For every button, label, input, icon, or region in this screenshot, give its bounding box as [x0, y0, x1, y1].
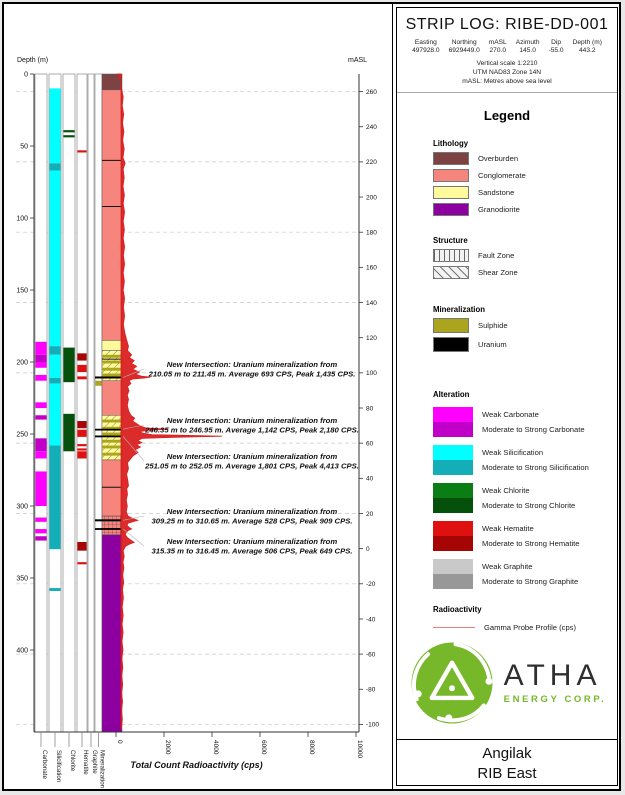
- legend-item-label: Weak Graphite: [482, 562, 533, 571]
- collar-field-label: Azimuth: [515, 39, 540, 46]
- legend-item-label: Fault Zone: [478, 251, 515, 260]
- granodiorite-swatch: [433, 203, 469, 216]
- masl-tick-label: 160: [366, 264, 377, 272]
- uranium-interval: [95, 436, 122, 438]
- cps-tick-label: 6000: [260, 740, 268, 755]
- collar-field: [573, 39, 602, 54]
- intersection-annotations: [123, 360, 359, 556]
- track-label-silicification: Silicification: [55, 750, 63, 783]
- legend-alteration-pair: [433, 559, 617, 589]
- strip-log-page: [2, 2, 621, 791]
- legend-item: [433, 337, 617, 352]
- brand-subtitle: ENERGY CORP.: [503, 694, 607, 705]
- alteration-tracks: [35, 74, 102, 732]
- legend-item: [433, 152, 617, 165]
- collar-field-value: -55.0: [548, 47, 564, 54]
- legend-item: [433, 203, 617, 216]
- legend-item-label: Weak Hematite: [482, 524, 534, 533]
- sulphide-swatch: [433, 318, 469, 333]
- track-label-chlorite: Chlorite: [69, 750, 77, 772]
- lith-granodiorite: [102, 535, 122, 732]
- cps-tick-label: 2000: [164, 740, 172, 755]
- legend-item-label: Weak Chlorite: [482, 486, 530, 495]
- masl-tick-label: 20: [366, 510, 374, 518]
- masl-tick-label: 180: [366, 229, 377, 237]
- depth-tick-label: 50: [20, 143, 28, 151]
- project-footer: [397, 739, 617, 785]
- masl-tick-label: -100: [366, 721, 380, 729]
- collar-field: [412, 39, 440, 54]
- legend-section-title: Alteration: [433, 390, 470, 399]
- depth-tick-label: 100: [16, 215, 28, 223]
- depth-tick-label: 250: [16, 431, 28, 439]
- header-note: UTM NAD83 Zone 14N: [472, 69, 542, 76]
- masl-tick-label: 260: [366, 88, 377, 96]
- legend-item-label: Uranium: [478, 340, 507, 349]
- legend-item-label: Sulphide: [478, 321, 508, 330]
- atha-logo-icon: [408, 639, 496, 727]
- legend-item: [433, 169, 617, 182]
- brand-text: [504, 661, 607, 705]
- collar-field-label: Northing: [451, 39, 477, 46]
- uranium-interval: [95, 519, 122, 521]
- diagonal-hatch-swatch: [433, 266, 469, 279]
- masl-tick-label: 220: [366, 159, 377, 167]
- collar-info-table: [397, 39, 617, 54]
- legend-item: [433, 186, 617, 199]
- legend-section-title: Radioactivity: [433, 605, 482, 614]
- track-graphite: [88, 74, 94, 732]
- legend-item-label: Moderate to Strong Carbonate: [482, 425, 585, 434]
- masl-tick-label: -20: [366, 581, 376, 589]
- legend-section: [433, 236, 617, 279]
- track-label-carbonate: Carbonate: [41, 750, 49, 779]
- legend-section: [433, 305, 617, 352]
- depth-tick-label: 0: [24, 71, 28, 79]
- legend-title: Legend: [483, 108, 531, 123]
- cps-axis-label: Total Count Radioactivity (cps): [130, 760, 263, 770]
- legend-item-label: Moderate to Strong Chlorite: [482, 501, 576, 510]
- masl-tick-label: 200: [366, 194, 377, 202]
- masl-tick-label: 60: [366, 440, 374, 448]
- silicification_weak-swatch: [433, 445, 473, 475]
- conglomerate-swatch: [433, 169, 469, 182]
- masl-tick-label: 100: [366, 370, 377, 378]
- collar-field: [549, 39, 564, 54]
- info-panel-frame: [396, 7, 618, 786]
- collar-field-value: 6929449.0: [448, 47, 480, 54]
- collar-field: [489, 39, 507, 54]
- annotation-text: New Intersection: Uranium mineralization from 309.25 m to 310.65 m. Average 528 CPS, Peak 909 CPS.: [151, 507, 353, 526]
- legend-section: [433, 390, 617, 589]
- legend-section: [433, 139, 617, 216]
- cps-tick-label: 10000: [356, 740, 364, 759]
- collar-field-value: 443.2: [578, 47, 596, 54]
- collar-field-value: 270.0: [489, 47, 506, 54]
- masl-tick-label: 240: [366, 124, 377, 132]
- masl-tick-label: -60: [366, 651, 376, 659]
- collar-field: [449, 39, 480, 54]
- legend-item-label: Moderate to Strong Hematite: [482, 539, 580, 548]
- collar-field-label: Dip: [551, 39, 562, 46]
- masl-tick-label: 120: [366, 334, 377, 342]
- legend-item-label: Weak Carbonate: [482, 410, 539, 419]
- annotation-text: New Intersection: Uranium mineralization from 315.35 m to 316.45 m. Average 506 CPS, Peak 649 CPS.: [151, 537, 353, 556]
- gamma-profile: [117, 74, 221, 729]
- vertical-hatch-swatch: [433, 249, 469, 262]
- depth-tick-label: 300: [16, 503, 28, 511]
- collar-field-label: Depth (m): [572, 39, 602, 46]
- page-title: STRIP LOG: RIBE-DD-001: [405, 16, 609, 33]
- cps-tick-label: 0: [116, 740, 124, 744]
- track-mineralization: [95, 74, 102, 732]
- legend-item-label: Granodiorite: [478, 205, 520, 214]
- cps-tick-label: 8000: [308, 740, 316, 755]
- legend-item-label: Gamma Probe Profile (cps): [484, 623, 576, 632]
- legend-alteration-pair: [433, 407, 617, 437]
- legend-item-label: Overburden: [478, 154, 519, 163]
- track-label-mineralization: Mineralization: [98, 750, 106, 789]
- masl-tick-label: 0: [366, 545, 370, 553]
- depth-axis-label: Depth (m): [17, 57, 49, 64]
- annotation-text: New Intersection: Uranium mineralization from 251.05 m to 252.05 m. Average 1,801 CPS, Peak 4,413 CPS.: [145, 452, 359, 471]
- brand-name: ATHA: [503, 659, 602, 692]
- carbonate_weak-swatch: [433, 407, 473, 437]
- legend-section-title: Lithology: [433, 139, 469, 148]
- graphite_weak-swatch: [433, 559, 473, 589]
- legend: [397, 139, 617, 632]
- depth-tick-label: 150: [16, 287, 28, 295]
- legend-item-label: Conglomerate: [478, 171, 526, 180]
- masl-tick-label: 40: [366, 475, 374, 483]
- header: [397, 8, 617, 93]
- cps-tick-label: 4000: [212, 740, 220, 755]
- annotation-text: New Intersection: Uranium mineralization from 210.05 m to 211.45 m. Average 693 CPS, Peak 1,435 CPS.: [148, 360, 356, 379]
- header-note: mASL: Metres above sea level: [462, 78, 552, 85]
- lith-conglomerate: [102, 460, 122, 516]
- project-name: Angilak: [482, 745, 532, 762]
- fault-zone: [102, 516, 122, 535]
- uranium-interval: [95, 429, 122, 431]
- uranium-interval: [95, 528, 122, 530]
- masl-tick-label: 80: [366, 405, 374, 413]
- chlorite_weak-swatch: [433, 483, 473, 513]
- depth-tick-label: 350: [16, 575, 28, 583]
- legend-item: [433, 318, 617, 333]
- legend-item-label: Shear Zone: [478, 268, 518, 277]
- track-label-graphite: Graphite: [91, 750, 99, 774]
- company-logo: [397, 633, 617, 733]
- collar-field-value: 145.0: [519, 47, 536, 54]
- masl-tick-label: -80: [366, 686, 376, 694]
- info-panel: [392, 4, 621, 789]
- lith-conglomerate: [102, 381, 122, 416]
- legend-section: [433, 605, 617, 632]
- area-name: RIB East: [477, 765, 537, 782]
- track-hematite: [77, 74, 87, 732]
- strip-log-chart: [4, 4, 392, 793]
- collar-field: [516, 39, 540, 54]
- masl-tick-label: 140: [366, 299, 377, 307]
- legend-item: [433, 249, 617, 262]
- legend-item-label: Moderate to Strong Silicification: [482, 463, 589, 472]
- depth-tick-label: 400: [16, 647, 28, 655]
- annotation-text: New Intersection: Uranium mineralization from 246.35 m to 246.95 m. Average 1,142 CPS, Peak 2,180 CPS.: [145, 416, 359, 435]
- track-chlorite: [63, 74, 75, 732]
- legend-item: [433, 266, 617, 279]
- depth-tick-label: 200: [16, 359, 28, 367]
- legend-item-label: Sandstone: [478, 188, 515, 197]
- masl-axis-label: mASL: [348, 57, 368, 64]
- gamma-line-swatch: [433, 627, 475, 628]
- legend-section-title: Structure: [433, 236, 468, 245]
- legend-alteration-pair: [433, 521, 617, 551]
- header-note: Vertical scale 1:2210: [476, 60, 538, 67]
- masl-tick-label: -40: [366, 616, 376, 624]
- hematite_weak-swatch: [433, 521, 473, 551]
- lith-sandstone: [102, 340, 122, 350]
- collar-field-label: mASL: [488, 39, 507, 46]
- sandstone-swatch: [433, 186, 469, 199]
- legend-alteration-pair: [433, 445, 617, 475]
- track-label-hematite: Hematite: [82, 750, 90, 775]
- uranium-swatch: [433, 337, 469, 352]
- collar-field-value: 497928.0: [412, 47, 440, 54]
- overburden-swatch: [433, 152, 469, 165]
- legend-item: [433, 623, 617, 632]
- header-notes: [397, 59, 617, 86]
- lith-conglomerate: [102, 90, 122, 341]
- uranium-interval: [95, 376, 122, 378]
- legend-item-label: Moderate to Strong Graphite: [482, 577, 579, 586]
- collar-field-label: Easting: [414, 39, 437, 46]
- legend-alteration-pair: [433, 483, 617, 513]
- strip-log-panel: [4, 4, 392, 789]
- legend-section-title: Mineralization: [433, 305, 485, 314]
- legend-item-label: Weak Silicification: [482, 448, 544, 457]
